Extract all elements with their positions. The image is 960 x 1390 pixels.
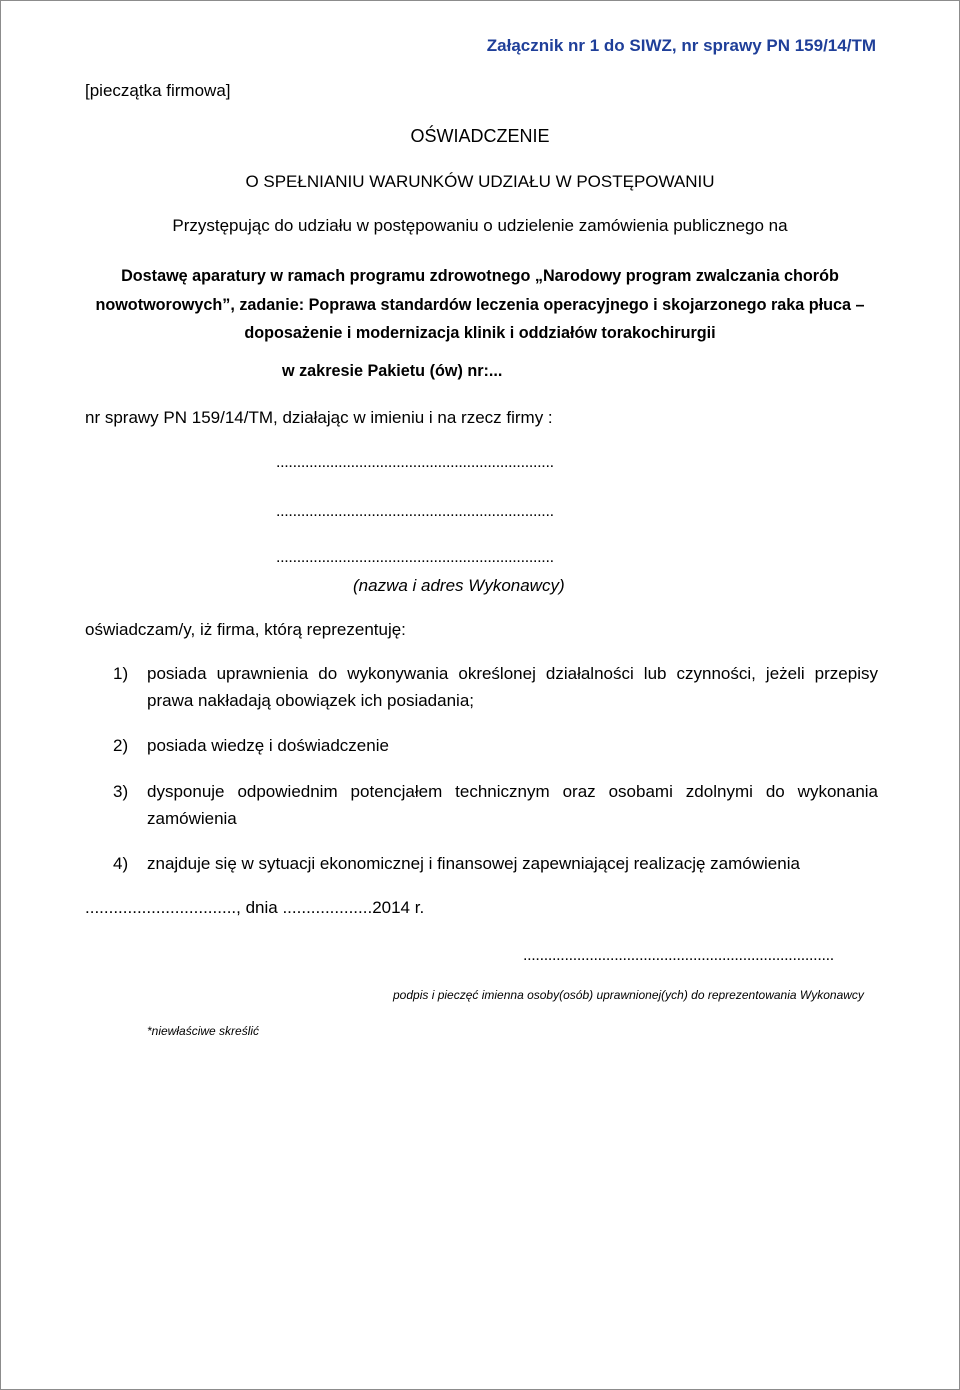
package-number-field[interactable]: w zakresie Pakietu (ów) nr:...: [282, 362, 503, 380]
item-number: 1): [113, 664, 129, 683]
item-number: 4): [113, 854, 129, 873]
place-date-field[interactable]: ................................, dnia ...................2014 r.: [85, 898, 425, 917]
contractor-name-line-1[interactable]: ...................................................................: [276, 454, 554, 471]
footnote: *niewłaściwe skreślić: [147, 1024, 260, 1038]
contractor-name-line-3[interactable]: ...................................................................: [276, 549, 554, 566]
item-number: 3): [113, 782, 129, 801]
declaration-item-4: [113, 850, 878, 877]
case-number-line: nr sprawy PN 159/14/TM, działając w imieniu i na rzecz firmy :: [85, 408, 553, 427]
company-stamp-placeholder: [pieczątka firmowa]: [85, 81, 231, 100]
item-text: posiada uprawnienia do wykonywania określonej działalności lub czynności, jeżeli przepisy prawa nakładają obowiązek ich posiadania;: [147, 664, 878, 710]
item-number: 2): [113, 736, 129, 755]
signature-line[interactable]: ...........................................................................: [523, 947, 834, 964]
item-text: posiada wiedzę i doświadczenie: [147, 736, 389, 755]
signature-caption: podpis i pieczęć imienna osoby(osób) uprawnionej(ych) do reprezentowania Wykonawcy: [393, 988, 864, 1002]
declaration-item-1: [113, 660, 878, 714]
item-text: dysponuje odpowiednim potencjałem technicznym oraz osobami zdolnymi do wykonania zamówienia: [147, 782, 878, 828]
contractor-name-line-2[interactable]: ...................................................................: [276, 503, 554, 520]
document-title: OŚWIADCZENIE: [410, 126, 550, 146]
declaration-item-2: [113, 732, 878, 759]
contractor-label: (nazwa i adres Wykonawcy): [353, 576, 565, 595]
procurement-subject: Dostawę aparatury w ramach programu zdrowotnego „Narodowy program zwalczania chorób nowotworowych”, zadanie: Poprawa standardów leczenia operacyjnego i skojarzonego raka płuca – doposażenie i modernizacja klinik i oddziałów torakochirurgii: [95, 267, 865, 342]
item-text: znajduje się w sytuacji ekonomicznej i finansowej zapewniającej realizację zamówienia: [147, 854, 800, 873]
declaration-intro: oświadczam/y, iż firma, którą reprezentuję:: [85, 620, 406, 639]
declaration-item-3: [113, 778, 878, 832]
annex-reference: Załącznik nr 1 do SIWZ, nr sprawy PN 159/14/TM: [486, 36, 876, 55]
document-subtitle: O SPEŁNIANIU WARUNKÓW UDZIAŁU W POSTĘPOWANIU: [245, 172, 715, 191]
intro-text: Przystępując do udziału w postępowaniu o udzielenie zamówienia publicznego na: [172, 216, 788, 235]
